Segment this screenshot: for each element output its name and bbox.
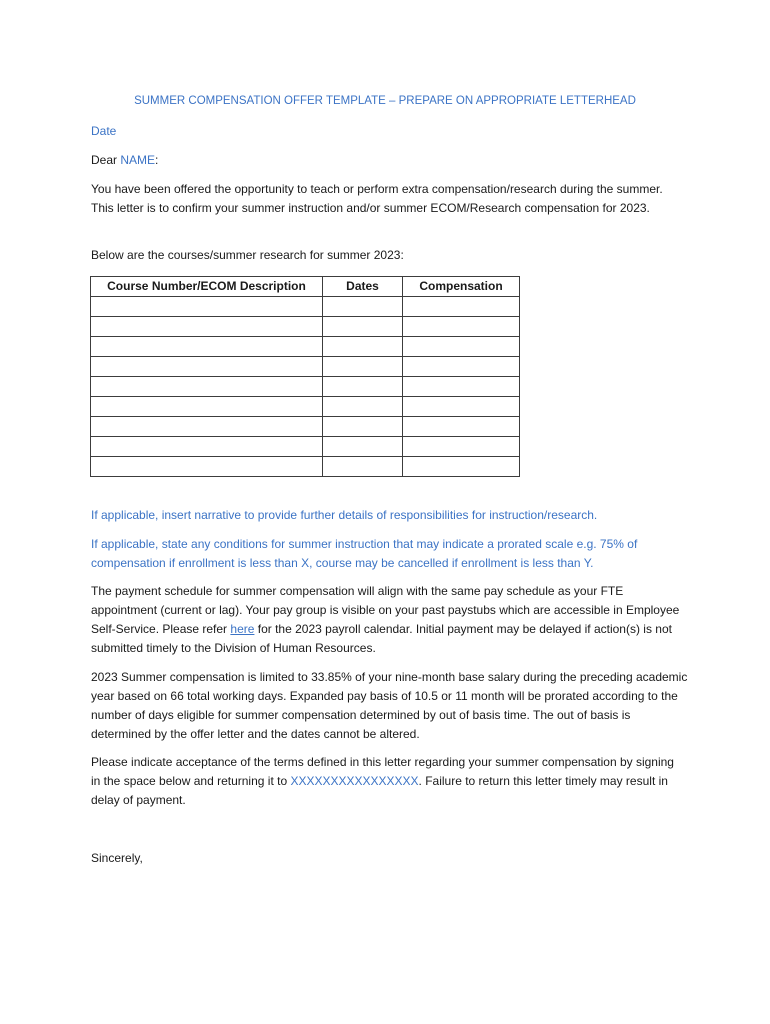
date-placeholder: Date: [91, 124, 117, 138]
table-row: [91, 297, 520, 317]
page-title: SUMMER COMPENSATION OFFER TEMPLATE – PREPARE ON APPROPRIATE LETTERHEAD: [134, 95, 636, 107]
table-cell: [323, 437, 403, 457]
payment-text-before: The payment schedule for summer compensation will align with the same pay schedule as your FTE appointment (current or lag). Your pay group is visible on your past paystubs which are accessible in Employee Self-Service. Please refer: [91, 584, 680, 636]
table-row: [91, 457, 520, 477]
table-cell: [403, 457, 520, 477]
return-to-placeholder: XXXXXXXXXXXXXXXX: [290, 774, 419, 788]
table-cell: [91, 417, 323, 437]
table-row: [91, 317, 520, 337]
table-cell: [323, 417, 403, 437]
salutation: [91, 151, 691, 170]
table-cell: [403, 417, 520, 437]
table-row: [91, 337, 520, 357]
closing: Sincerely,: [91, 851, 143, 865]
table-cell: [323, 397, 403, 417]
table-cell: [323, 357, 403, 377]
table-cell: [323, 317, 403, 337]
intro-paragraph: You have been offered the opportunity to teach or perform extra compensation/research during the summer. This letter is to confirm your summer instruction and/or summer ECOM/Research compensation for 2023.: [91, 182, 663, 215]
column-header-course: Course Number/ECOM Description: [91, 277, 323, 297]
acceptance-text-after: . Failure to return this letter timely may result in delay of payment.: [91, 774, 668, 807]
table-cell: [403, 357, 520, 377]
table-cell: [91, 317, 323, 337]
payment-paragraph: [91, 582, 681, 658]
limit-paragraph: 2023 Summer compensation is limited to 33.85% of your nine-month base salary during the preceding academic year based on 66 total working days. Expanded pay basis of 10.5 or 11 month will be prorated according to the number of days eligible for summer compensation determined by out of basis time. The out of basis is determined by the offer letter and the dates cannot be altered.: [91, 670, 688, 741]
table-cell: [91, 377, 323, 397]
table-row: [91, 377, 520, 397]
table-cell: [323, 457, 403, 477]
table-cell: [403, 317, 520, 337]
table-cell: [91, 357, 323, 377]
table-cell: [323, 377, 403, 397]
payroll-calendar-link[interactable]: here: [230, 622, 255, 636]
salutation-suffix: :: [155, 153, 159, 167]
table-cell: [403, 437, 520, 457]
table-row: [91, 417, 520, 437]
acceptance-paragraph: [91, 753, 681, 810]
table-cell: [323, 297, 403, 317]
table-row: [91, 397, 520, 417]
salutation-prefix: Dear: [91, 153, 121, 167]
conditions-placeholder: If applicable, state any conditions for summer instruction that may indicate a prorated scale e.g. 75% of compensation if enrollment is less than X, course may be cancelled if enrollment is less than Y.: [91, 537, 638, 570]
table-cell: [91, 437, 323, 457]
table-cell: [323, 337, 403, 357]
name-placeholder: NAME: [120, 153, 156, 167]
table-header-row: [91, 277, 520, 297]
table-cell: [91, 457, 323, 477]
acceptance-text-before: Please indicate acceptance of the terms defined in this letter regarding your summer compensation by signing in the space below and returning it to: [91, 755, 674, 788]
column-header-dates: Dates: [323, 277, 403, 297]
table-cell: [403, 337, 520, 357]
table-cell: [403, 397, 520, 417]
payment-text-after: for the 2023 payroll calendar. Initial payment may be delayed if action(s) is not submitted timely to the Division of Human Resources.: [91, 622, 672, 655]
table-cell: [403, 377, 520, 397]
table-cell: [91, 337, 323, 357]
courses-intro: Below are the courses/summer research for summer 2023:: [91, 248, 404, 262]
table-cell: [403, 297, 520, 317]
narrative-placeholder: If applicable, insert narrative to provide further details of responsibilities for instruction/research.: [91, 508, 598, 522]
column-header-compensation: Compensation: [403, 277, 520, 297]
table-cell: [91, 297, 323, 317]
table-cell: [91, 397, 323, 417]
table-row: [91, 437, 520, 457]
table-row: [91, 357, 520, 377]
courses-table: [90, 276, 520, 477]
